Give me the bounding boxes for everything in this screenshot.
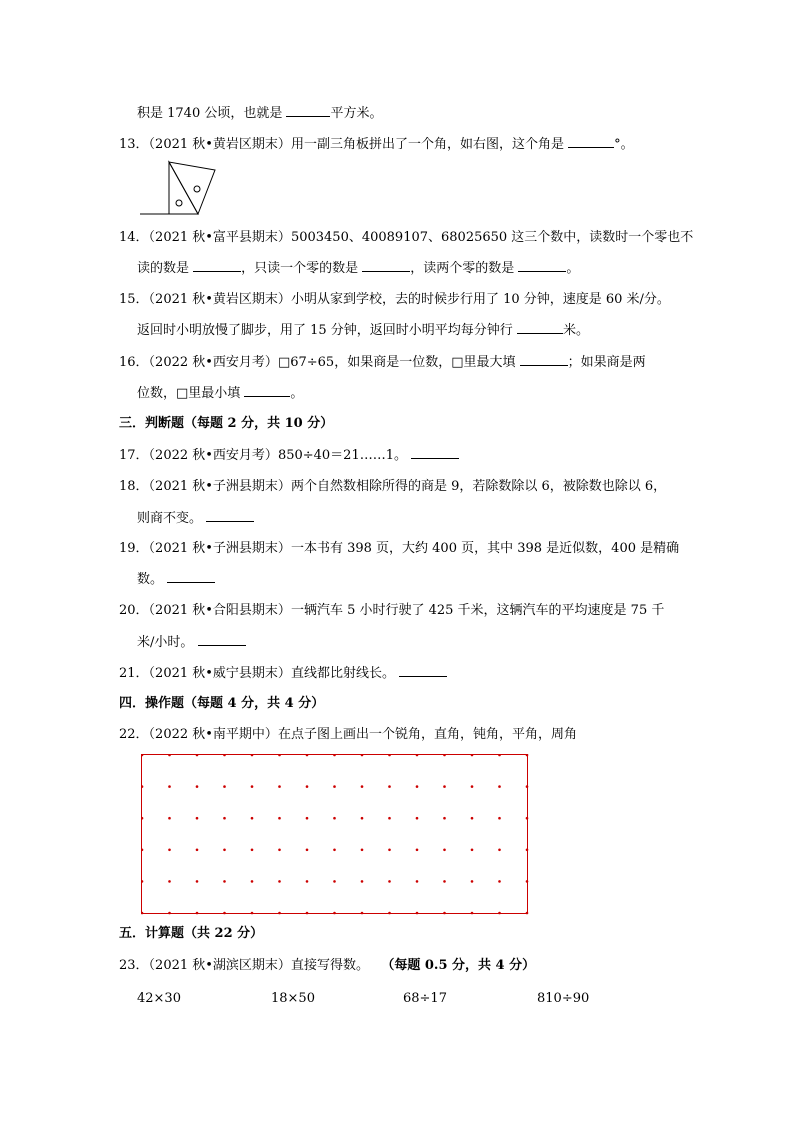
question-text: 直线都比射线长。 <box>290 666 395 681</box>
grid-dot <box>223 849 226 852</box>
question-17 <box>119 446 459 465</box>
question-text: □67÷65，如果商是一位数，□里最大填 <box>277 355 520 370</box>
question-text: 。 <box>566 261 580 276</box>
question-19-line2 <box>137 570 215 589</box>
grid-dot <box>168 880 171 883</box>
grid-dot <box>168 849 171 852</box>
answer-blank[interactable] <box>167 570 215 583</box>
triangle-ruler-figure <box>138 158 218 218</box>
grid-dot <box>251 880 254 883</box>
question-source: （2021 秋•威宁县期末） <box>148 666 291 681</box>
question-text: ，只读一个零的数是 <box>241 261 363 276</box>
grid-dot <box>498 785 501 788</box>
calc-item: 810÷90 <box>537 991 590 1006</box>
q12-unit: 平方米。 <box>330 106 383 121</box>
grid-dot <box>443 880 446 883</box>
question-number: 16． <box>119 355 149 370</box>
question-20 <box>119 602 664 620</box>
grid-dot <box>416 880 419 883</box>
question-text: 则商不变。 <box>137 511 203 526</box>
q12-text: 积是 1740 公顷，也就是 <box>137 106 287 121</box>
grid-dot <box>498 817 501 820</box>
question-text: 米。 <box>562 323 589 338</box>
question-18-line2 <box>137 509 254 528</box>
question-unit: °。 <box>614 137 634 152</box>
question-text: 数。 <box>137 572 164 587</box>
question-number: 23． <box>119 958 149 973</box>
question-number: 17． <box>119 448 149 463</box>
grid-dot <box>306 912 309 915</box>
grid-dot <box>443 912 446 915</box>
question-text: 5003450、40089107、68025650 这三个数中，读数时一个零也不 <box>290 230 694 245</box>
grid-dot <box>278 785 281 788</box>
grid-dot <box>416 785 419 788</box>
grid-dot <box>278 817 281 820</box>
grid-dot <box>141 785 143 788</box>
question-number: 14． <box>119 230 149 245</box>
question-source: （2022 秋•西安月考） <box>148 448 278 463</box>
question-number: 21． <box>119 666 149 681</box>
question-source: （2021 秋•子洲县期末） <box>148 541 291 556</box>
grid-dot <box>223 880 226 883</box>
question-15-line2 <box>137 321 589 340</box>
grid-dot <box>141 880 143 883</box>
grid-dot <box>361 754 364 756</box>
question-source: （2021 秋•子洲县期末） <box>148 479 291 494</box>
question-number: 19． <box>119 541 149 556</box>
question-text: 返回时小明放慢了脚步，用了 15 分钟，返回时小明平均每分钟行 <box>137 323 517 338</box>
grid-dot <box>141 817 143 820</box>
grid-dot <box>443 754 446 756</box>
grid-dot <box>196 912 199 915</box>
grid-dot <box>196 754 199 756</box>
answer-blank[interactable] <box>399 664 447 677</box>
grid-dot <box>443 785 446 788</box>
grid-dot <box>443 849 446 852</box>
section-heading-judgment: 三．判断题（每题 2 分，共 10 分） <box>119 416 334 431</box>
question-text: 。 <box>290 386 304 401</box>
answer-blank[interactable] <box>411 446 459 459</box>
q12-tail <box>137 104 383 123</box>
grid-dot <box>416 817 419 820</box>
answer-blank[interactable] <box>198 633 246 646</box>
grid-dot <box>388 912 391 915</box>
grid-dot <box>388 785 391 788</box>
grid-dot <box>223 785 226 788</box>
answer-blank[interactable] <box>568 135 614 148</box>
grid-dot <box>388 849 391 852</box>
grid-dot <box>361 912 364 915</box>
question-score: （每题 0.5 分，共 4 分） <box>381 958 536 973</box>
grid-dot <box>251 754 254 756</box>
grid-dot <box>361 817 364 820</box>
question-text: 小明从家到学校，去的时候步行用了 10 分钟，速度是 60 米/分。 <box>290 292 670 307</box>
grid-dot <box>498 880 501 883</box>
calc-item: 18×50 <box>271 991 315 1006</box>
dot-grid-points <box>141 754 528 914</box>
grid-dot <box>251 849 254 852</box>
calc-item: 42×30 <box>137 991 181 1006</box>
dot-grid-canvas[interactable] <box>141 754 529 915</box>
question-14-line2 <box>137 259 579 278</box>
grid-dot <box>333 880 336 883</box>
grid-dot <box>416 849 419 852</box>
section-heading-calculation: 五．计算题（共 22 分） <box>119 926 264 941</box>
grid-dot <box>361 849 364 852</box>
answer-blank[interactable] <box>362 259 410 272</box>
answer-blank[interactable] <box>518 259 566 272</box>
question-text: 一本书有 398 页，大约 400 页，其中 398 是近似数，400 是精确 <box>290 541 680 556</box>
grid-dot <box>388 817 391 820</box>
question-text: 直接写得数。 <box>290 958 369 973</box>
grid-dot <box>526 880 529 883</box>
question-text: ；如果商是两 <box>567 355 646 370</box>
question-16 <box>119 353 646 372</box>
grid-dot <box>416 754 419 756</box>
grid-dot <box>498 849 501 852</box>
question-source: （2022 秋•西安月考） <box>148 355 278 370</box>
question-number: 22． <box>119 727 149 742</box>
question-15 <box>119 291 670 309</box>
answer-blank[interactable] <box>520 353 568 366</box>
grid-dot <box>168 912 171 915</box>
grid-dot <box>443 817 446 820</box>
grid-dot <box>196 817 199 820</box>
grid-dot <box>223 912 226 915</box>
grid-dot <box>278 849 281 852</box>
grid-dot <box>526 785 529 788</box>
grid-dot <box>333 817 336 820</box>
grid-dot <box>251 912 254 915</box>
grid-dot <box>141 754 143 756</box>
grid-dot <box>333 849 336 852</box>
question-21 <box>119 664 447 683</box>
question-source: （2021 秋•合阳县期末） <box>148 603 291 618</box>
question-number: 20． <box>119 603 149 618</box>
grid-dot <box>361 785 364 788</box>
answer-blank[interactable] <box>517 321 563 334</box>
question-text: 850÷40＝21……1。 <box>277 448 407 463</box>
grid-dot <box>141 849 143 852</box>
question-text: 两个自然数相除所得的商是 9，若除数除以 6，被除数也除以 6， <box>290 479 667 494</box>
grid-dot <box>251 817 254 820</box>
question-source: （2022 秋•南平期中） <box>148 727 278 742</box>
question-source: （2021 秋•黄岩区期末） <box>148 292 291 307</box>
grid-dot <box>168 817 171 820</box>
grid-dot <box>168 754 171 756</box>
grid-dot <box>278 754 281 756</box>
grid-dot <box>416 912 419 915</box>
question-number: 13． <box>119 137 149 152</box>
question-text: ，读两个零的数是 <box>410 261 519 276</box>
grid-dot <box>278 880 281 883</box>
question-text: 位数，□里最小填 <box>137 386 245 401</box>
question-text: 米/小时。 <box>137 635 194 650</box>
grid-dot <box>471 912 474 915</box>
question-source: （2021 秋•富平县期末） <box>148 230 291 245</box>
grid-dot <box>526 912 529 915</box>
dot-grid-border <box>142 755 528 914</box>
grid-dot <box>471 754 474 756</box>
grid-dot <box>196 849 199 852</box>
grid-dot <box>471 880 474 883</box>
grid-dot <box>168 785 171 788</box>
grid-dot <box>526 817 529 820</box>
grid-dot <box>526 849 529 852</box>
grid-dot <box>278 912 281 915</box>
grid-dot <box>223 817 226 820</box>
question-source: （2021 秋•湖滨区期末） <box>148 958 291 973</box>
question-22 <box>119 726 577 744</box>
question-16-line2 <box>137 384 303 403</box>
grid-dot <box>471 849 474 852</box>
question-14 <box>119 229 693 247</box>
grid-dot <box>251 785 254 788</box>
grid-dot <box>196 880 199 883</box>
grid-dot <box>388 880 391 883</box>
question-18 <box>119 478 666 496</box>
grid-dot <box>306 754 309 756</box>
answer-blank[interactable] <box>244 384 290 397</box>
question-text: 在点子图上画出一个锐角，直角，钝角，平角，周角 <box>277 727 577 742</box>
question-number: 18． <box>119 479 149 494</box>
grid-dot <box>333 754 336 756</box>
question-13 <box>119 135 634 154</box>
question-19 <box>119 540 679 558</box>
grid-dot <box>333 785 336 788</box>
grid-dot <box>223 754 226 756</box>
grid-dot <box>471 785 474 788</box>
grid-dot <box>306 817 309 820</box>
question-text: 用一副三角板拼出了一个角，如右图，这个角是 <box>290 137 569 152</box>
grid-dot <box>306 849 309 852</box>
answer-blank[interactable] <box>286 104 330 117</box>
question-number: 15． <box>119 292 149 307</box>
grid-dot <box>361 880 364 883</box>
grid-dot <box>306 785 309 788</box>
calc-item: 68÷17 <box>403 991 447 1006</box>
grid-dot <box>388 754 391 756</box>
question-20-line2 <box>137 633 246 652</box>
grid-dot <box>333 912 336 915</box>
grid-dot <box>498 754 501 756</box>
grid-dot <box>196 785 199 788</box>
question-source: （2021 秋•黄岩区期末） <box>148 137 291 152</box>
grid-dot <box>498 912 501 915</box>
question-text: 读的数是 <box>137 261 194 276</box>
answer-blank[interactable] <box>206 509 254 522</box>
section-heading-operation: 四．操作题（每题 4 分，共 4 分） <box>119 696 325 711</box>
grid-dot <box>306 880 309 883</box>
question-text: 一辆汽车 5 小时行驶了 425 千米，这辆汽车的平均速度是 75 千 <box>290 603 665 618</box>
answer-blank[interactable] <box>193 259 241 272</box>
grid-dot <box>471 817 474 820</box>
question-23 <box>119 957 535 975</box>
